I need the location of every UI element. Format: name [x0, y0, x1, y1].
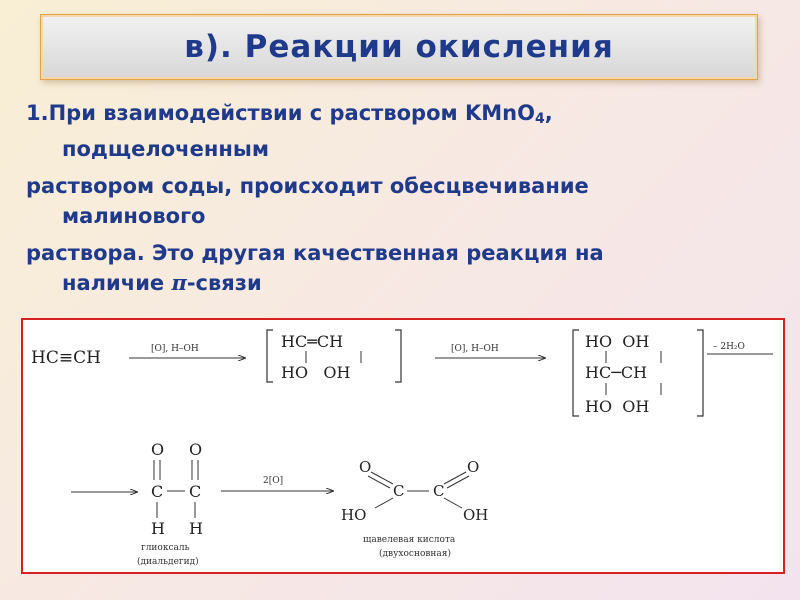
intermediate-1-top: HC═CH [281, 332, 344, 351]
oxalic-c2: C [433, 482, 445, 500]
oxalic-double-2b [447, 476, 469, 488]
intermediate-2-row3: HO OH [585, 397, 650, 416]
oxalic-c1: C [393, 482, 405, 500]
intermediate-2-row2: HC─CH [585, 363, 648, 382]
slide-title: в). Реакции окисления [184, 29, 614, 65]
glyoxal-name-2: (диальдегид) [137, 557, 199, 567]
paragraph-1 [26, 98, 786, 164]
oxalic-oh: OH [463, 506, 489, 524]
bracket-left-1 [267, 330, 273, 382]
line1-suffix: , [544, 101, 553, 125]
bracket-right-2 [697, 330, 703, 416]
line3-cont-suffix: -связи [186, 271, 262, 295]
bracket-left-2 [573, 330, 579, 416]
intermediate-2-row1: HO OH [585, 332, 650, 351]
paragraph-2 [26, 171, 786, 231]
glyoxal-h2: H [189, 519, 203, 538]
line3-cont-prefix: наличие [62, 271, 172, 295]
oxalic-double-1b [368, 476, 390, 488]
arrow-1-label: [O], H–OH [151, 344, 199, 354]
paragraph-3 [26, 238, 786, 298]
line2: раствором соды, происходит обесцвечивание [26, 174, 589, 198]
oxalic-o2: O [467, 458, 480, 476]
glyoxal-name: глиоксаль [141, 543, 190, 553]
glyoxal-o2: O [189, 440, 203, 459]
oxalic-o1: O [359, 458, 372, 476]
arrow-2-label: [O], H–OH [451, 344, 499, 354]
reaction-scheme-frame [21, 318, 785, 574]
oxalic-double-1a [371, 472, 393, 484]
glyoxal-h1: H [151, 519, 165, 538]
oxalic-name-2: (двухосновная) [379, 549, 451, 559]
oxalic-c-oh-bond-1 [375, 498, 393, 508]
line2-continuation: малинового [62, 204, 206, 228]
reaction-scheme [23, 320, 783, 572]
acetylene-formula: HC≡CH [31, 348, 101, 368]
glyoxal-o1: O [151, 440, 165, 459]
glyoxal-c2: C [189, 482, 202, 501]
pi-symbol: π [171, 270, 187, 295]
line1-continuation: подщелоченным [62, 137, 269, 161]
arrow-3-label: 2[O] [263, 476, 284, 486]
oxalic-c-oh-bond-2 [444, 498, 462, 508]
oxalic-double-2a [444, 472, 466, 484]
intermediate-1-bottom: HO OH [281, 363, 351, 382]
oxalic-name: щавелевая кислота [363, 535, 456, 545]
kmno4-subscript: 4 [534, 111, 545, 127]
glyoxal-c1: C [151, 482, 164, 501]
oxalic-ho: HO [341, 506, 367, 524]
bracket-right-1 [395, 330, 401, 382]
body-text [26, 98, 786, 305]
line1-prefix: 1.При взаимодействии с раствором KMnO [26, 101, 535, 125]
line3-continuation [26, 268, 786, 298]
title-box [40, 14, 758, 80]
line3: раствора. Это другая качественная реакция на [26, 241, 604, 265]
water-loss-label: – 2H₂O [713, 342, 745, 352]
